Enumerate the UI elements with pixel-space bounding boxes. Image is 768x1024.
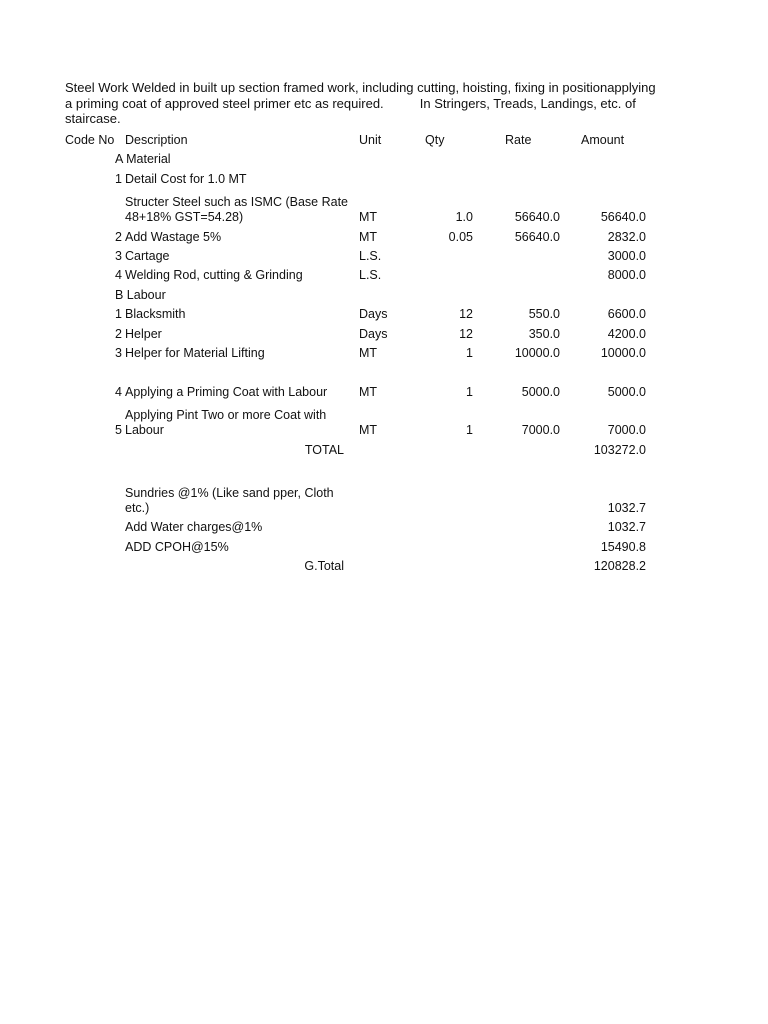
extra-description: Add Water charges@1% — [125, 520, 263, 534]
total-amount: 103272.0 — [593, 443, 646, 457]
item-amount: 4200.0 — [607, 327, 646, 341]
section-label: A Material — [115, 152, 171, 166]
item-unit: L.S. — [359, 249, 382, 263]
item-qty: 1 — [466, 346, 473, 360]
item-number: 4 — [115, 385, 122, 399]
item-amount: 5000.0 — [607, 385, 646, 399]
item-qty: 12 — [459, 307, 473, 321]
item-number: 2 — [115, 230, 122, 244]
item-rate: 350.0 — [528, 327, 560, 341]
item-unit: MT — [359, 346, 378, 360]
item-unit: Days — [359, 307, 388, 321]
item-amount: 2832.0 — [607, 230, 646, 244]
section-label: B Labour — [115, 288, 166, 302]
item-amount: 10000.0 — [600, 346, 646, 360]
item-amount: 7000.0 — [607, 423, 646, 437]
item-description: Helper for Material Lifting — [125, 346, 265, 360]
item-unit: L.S. — [359, 268, 382, 282]
item-unit: MT — [359, 230, 378, 244]
item-unit: MT — [359, 210, 378, 224]
item-description: Add Wastage 5% — [125, 230, 222, 244]
extra-amount: 1032.7 — [607, 520, 646, 534]
item-unit: MT — [359, 423, 378, 437]
item-description: Cartage — [125, 249, 170, 263]
item-rate: 56640.0 — [514, 230, 560, 244]
item-rate: 10000.0 — [514, 346, 560, 360]
column-amount: Amount — [581, 133, 625, 147]
item-description: Blacksmith — [125, 307, 186, 321]
item-description: Helper — [125, 327, 162, 341]
extra-description: Sundries @1% (Like sand pper, Cloth etc.) — [125, 486, 334, 515]
item-description: Structer Steel such as ISMC (Base Rate 48+18% GST=54.28) — [125, 195, 349, 224]
total-label: TOTAL — [304, 443, 344, 457]
item-rate: 5000.0 — [521, 385, 560, 399]
item-amount: 8000.0 — [607, 268, 646, 282]
extra-amount: 15490.8 — [600, 540, 646, 554]
column-qty: Qty — [425, 133, 445, 147]
item-number: 4 — [115, 268, 122, 282]
item-number: 3 — [115, 346, 122, 360]
item-rate: 7000.0 — [521, 423, 560, 437]
estimate-heading: Steel Work Welded in built up section framed work, including cutting, hoisting, fixing in positionapplying a priming coat of approved steel primer etc as required. In Stringers, Treads, Landings, etc. of staircase. — [65, 80, 660, 126]
extra-description: ADD CPOH@15% — [125, 540, 229, 554]
column-description: Description — [125, 133, 188, 147]
item-number: 1 — [115, 307, 122, 321]
item-unit: MT — [359, 385, 378, 399]
grand-total-label: G.Total — [304, 559, 344, 573]
item-number: 1 — [115, 172, 122, 186]
item-description: Applying Pint Two or more Coat with Labour — [125, 408, 327, 437]
item-number: 2 — [115, 327, 122, 341]
item-qty: 0.05 — [448, 230, 473, 244]
item-qty: 1 — [466, 423, 473, 437]
item-amount: 6600.0 — [607, 307, 646, 321]
item-rate: 56640.0 — [514, 210, 560, 224]
item-qty: 1.0 — [455, 210, 473, 224]
item-rate: 550.0 — [528, 307, 560, 321]
item-qty: 12 — [459, 327, 473, 341]
item-description: Applying a Priming Coat with Labour — [125, 385, 328, 399]
grand-total-amount: 120828.2 — [593, 559, 646, 573]
item-amount: 3000.0 — [607, 249, 646, 263]
item-unit: Days — [359, 327, 388, 341]
extra-amount: 1032.7 — [607, 501, 646, 515]
item-description: Detail Cost for 1.0 MT — [125, 172, 247, 186]
item-description: Welding Rod, cutting & Grinding — [125, 268, 303, 282]
item-amount: 56640.0 — [600, 210, 646, 224]
item-number: 5 — [115, 423, 122, 437]
item-qty: 1 — [466, 385, 473, 399]
column-rate: Rate — [505, 133, 532, 147]
column-unit: Unit — [359, 133, 382, 147]
column-code: Code No — [65, 133, 115, 147]
item-number: 3 — [115, 249, 122, 263]
